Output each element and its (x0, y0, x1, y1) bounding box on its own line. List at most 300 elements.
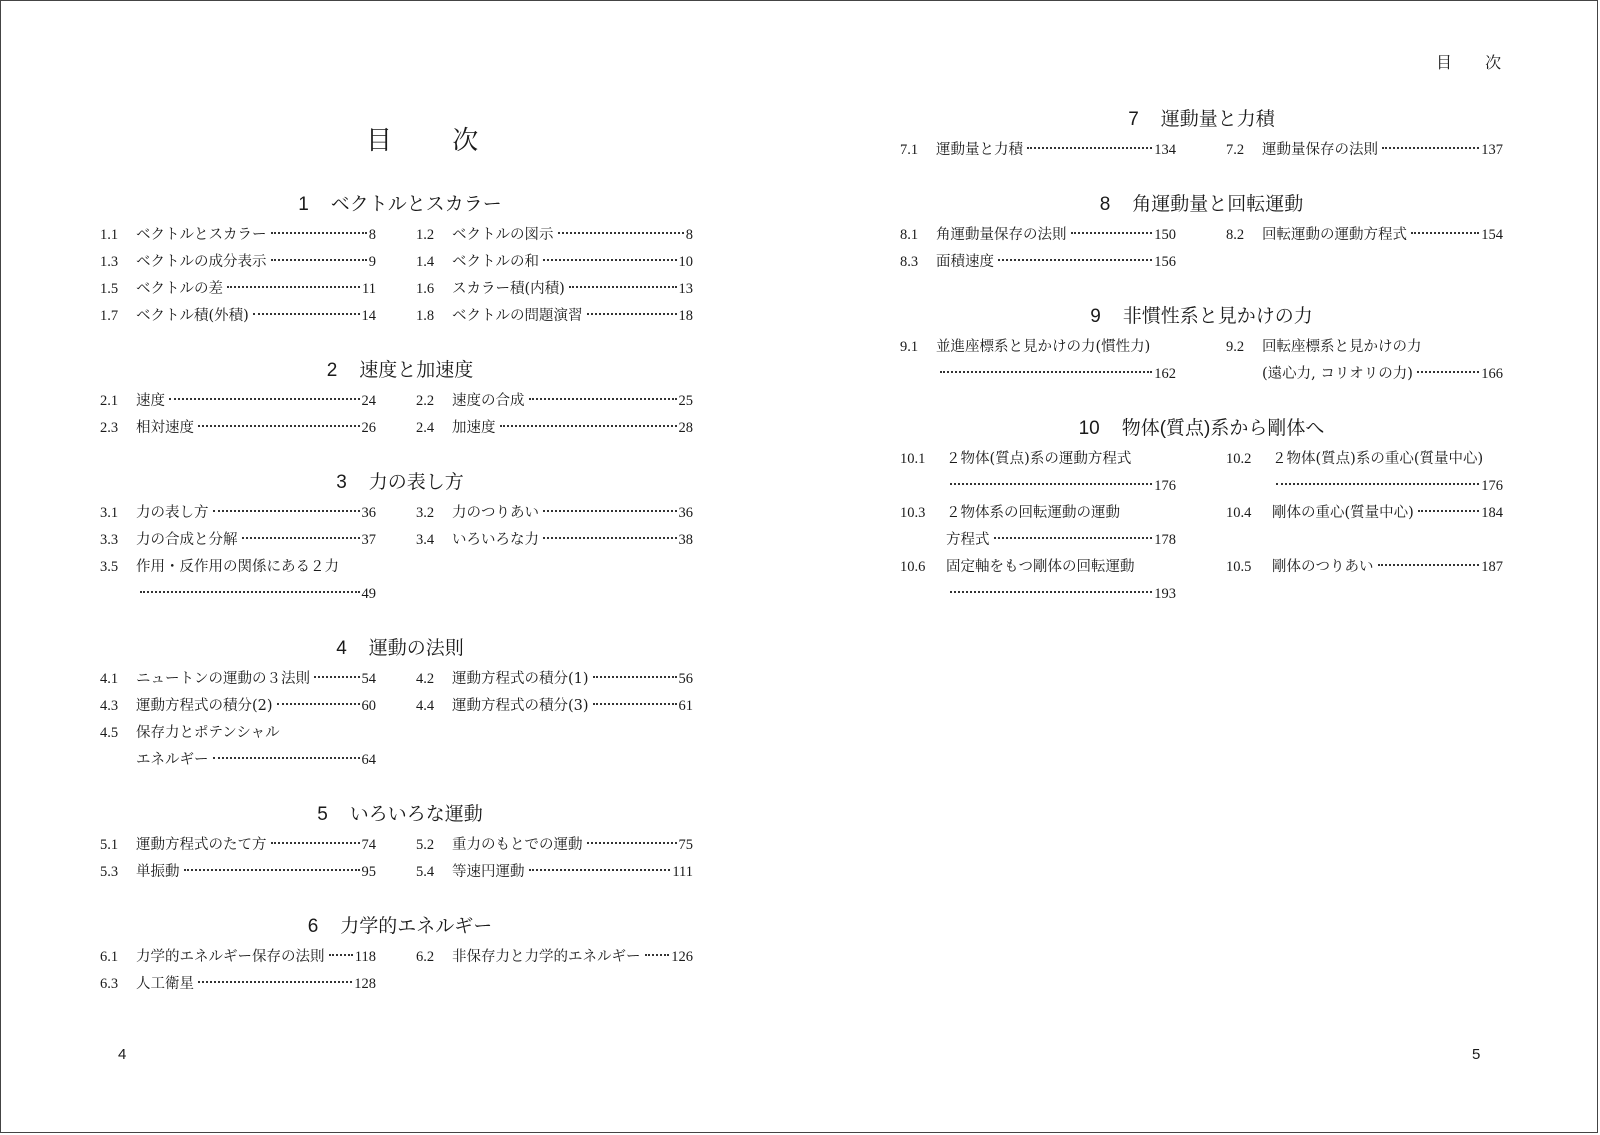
toc-entry[interactable] (416, 388, 693, 415)
section-line (136, 832, 376, 859)
chapter-title: 角運動量と回転運動 (1132, 194, 1304, 215)
section-number: 1.1 (100, 227, 119, 243)
section-title: ニュートンの運動の３法則 (136, 671, 310, 687)
page-ref: 10 (678, 254, 693, 270)
page-title: 目 次 (366, 126, 505, 156)
dot-leader (645, 954, 670, 956)
toc-entry[interactable] (100, 859, 376, 886)
section-number: 5.1 (100, 837, 119, 853)
section-title: ベクトルの成分表示 (136, 254, 267, 270)
page-ref: 37 (361, 532, 376, 548)
toc-entry[interactable] (100, 832, 376, 859)
section-number: 8.2 (1226, 227, 1245, 243)
chapter-9 (900, 300, 1503, 388)
chapter-title: 力学的エネルギー (340, 916, 493, 937)
toc-entry[interactable] (416, 222, 693, 249)
section-title: 運動方程式の積分(2) (136, 698, 273, 714)
section-number: 10.1 (900, 451, 926, 467)
page-ref: 28 (678, 420, 693, 436)
chapter-6 (100, 910, 700, 998)
column-gap (376, 388, 416, 389)
dot-leader (593, 703, 677, 705)
column-gap (1176, 334, 1226, 335)
section-grid (900, 446, 1503, 608)
section-number: 5.3 (100, 864, 119, 880)
page-ref: 154 (1481, 227, 1503, 243)
dot-leader (558, 232, 684, 234)
toc-entry[interactable] (1226, 446, 1503, 500)
toc-entry[interactable] (900, 446, 1176, 500)
page-number-left: 4 (118, 1046, 127, 1063)
page-ref: 25 (678, 393, 693, 409)
page-ref: 61 (678, 698, 693, 714)
toc-entry[interactable] (900, 249, 1176, 276)
section-line-2 (936, 361, 1176, 388)
toc-entry[interactable] (416, 859, 693, 886)
column-gap (376, 527, 416, 528)
dot-leader (543, 259, 677, 261)
dot-leader (277, 703, 360, 705)
toc-entry[interactable] (100, 303, 376, 330)
section-number: 10.2 (1226, 451, 1252, 467)
section-line (452, 303, 693, 330)
section-title: 運動方程式の積分(1) (452, 671, 589, 687)
page-ref: 128 (354, 976, 376, 992)
page-ref: 166 (1481, 366, 1503, 382)
column-gap (376, 276, 416, 277)
chapter-number: 9 (1090, 306, 1101, 327)
page-ref: 187 (1481, 559, 1503, 575)
section-line (452, 832, 693, 859)
section-title: 重力のもとでの運動 (452, 837, 583, 853)
chapter-number: 3 (336, 472, 347, 493)
section-line (452, 249, 693, 276)
chapter-title: いろいろな運動 (349, 804, 483, 825)
column-gap (376, 859, 416, 860)
section-title: 力の表し方 (136, 505, 209, 521)
section-grid (900, 334, 1503, 388)
chapter-heading (900, 188, 1503, 222)
section-title: 回転運動の運動方程式 (1262, 227, 1407, 243)
section-grid (900, 222, 1503, 276)
section-line (452, 693, 693, 720)
section-line (136, 971, 376, 998)
section-line (936, 249, 1176, 276)
chapter-number: 10 (1078, 418, 1100, 439)
chapter-number: 1 (298, 194, 309, 215)
page-ref: 36 (678, 505, 693, 521)
section-title: ベクトルの問題演習 (452, 308, 583, 324)
toc-entry[interactable] (416, 666, 693, 693)
dot-leader (140, 591, 360, 593)
toc-entry[interactable] (900, 554, 1176, 608)
column-gap (376, 249, 416, 250)
dot-leader (213, 757, 360, 759)
section-line (136, 222, 376, 249)
dot-leader (329, 954, 353, 956)
toc-entry[interactable] (416, 832, 693, 859)
chapter-heading (100, 632, 700, 666)
page-ref: 8 (368, 227, 376, 243)
column-gap (376, 720, 416, 721)
chapter-10 (900, 412, 1503, 608)
dot-leader (271, 842, 360, 844)
section-number: 1.7 (100, 308, 119, 324)
toc-entry[interactable] (100, 666, 376, 693)
toc-entry[interactable] (1226, 334, 1503, 388)
section-number: 10.5 (1226, 559, 1252, 575)
chapter-number: 7 (1128, 109, 1139, 130)
section-number: 2.2 (416, 393, 435, 409)
section-title: ベクトルとスカラー (136, 227, 267, 243)
section-line (452, 944, 693, 971)
page-number-right: 5 (1472, 1046, 1481, 1063)
section-number: 1.5 (100, 281, 119, 297)
chapter-title: ベクトルとスカラー (330, 194, 502, 215)
running-head: 目 次 (1436, 53, 1516, 72)
section-number: 3.5 (100, 559, 119, 575)
chapter-5 (100, 798, 700, 886)
column-gap (1176, 554, 1226, 555)
section-number: 2.4 (416, 420, 435, 436)
dot-leader (543, 537, 677, 539)
section-number: 10.4 (1226, 505, 1252, 521)
chapter-1 (100, 188, 700, 330)
section-line (452, 500, 693, 527)
column-gap (376, 666, 416, 667)
toc-entry[interactable] (100, 415, 376, 442)
section-line-2 (1262, 361, 1503, 388)
dot-leader (1411, 232, 1479, 234)
section-title: 相対速度 (136, 420, 194, 436)
section-number: 2.1 (100, 393, 119, 409)
dot-leader (1027, 147, 1152, 149)
section-title: ２物体系の回転運動の運動 (946, 505, 1120, 521)
page-ref: 49 (361, 586, 376, 602)
chapter-heading (100, 188, 700, 222)
toc-entry[interactable] (900, 334, 1176, 388)
section-number: 4.3 (100, 698, 119, 714)
page-ref: 162 (1154, 366, 1176, 382)
toc-entry[interactable] (100, 944, 376, 971)
toc-left-column (100, 188, 700, 1022)
section-title: 単振動 (136, 864, 180, 880)
page-ref: 150 (1154, 227, 1176, 243)
dot-leader (587, 313, 677, 315)
section-title: ２物体(質点)系の重心(質量中心) (1272, 451, 1484, 467)
toc-entry[interactable] (100, 222, 376, 249)
chapter-heading (900, 412, 1503, 446)
section-title: ベクトル積(外積) (136, 308, 249, 324)
dot-leader (529, 869, 671, 871)
section-number: 3.4 (416, 532, 435, 548)
section-line (136, 276, 376, 303)
dot-leader (994, 537, 1153, 539)
toc-entry[interactable] (100, 276, 376, 303)
section-line (452, 859, 693, 886)
section-number: 4.5 (100, 725, 119, 741)
page-ref: 111 (672, 864, 693, 880)
column-gap (376, 971, 416, 972)
dot-leader (500, 425, 677, 427)
column-gap (1176, 222, 1226, 223)
section-line (1262, 137, 1503, 164)
section-grid (100, 666, 700, 774)
section-number: 7.2 (1226, 142, 1245, 158)
section-line (452, 527, 693, 554)
chapter-heading (100, 910, 700, 944)
toc-entry[interactable] (1226, 222, 1503, 249)
section-number: 8.1 (900, 227, 919, 243)
page-ref: 118 (354, 949, 376, 965)
toc-entry[interactable] (100, 388, 376, 415)
dot-leader (1378, 564, 1480, 566)
chapter-2 (100, 354, 700, 442)
section-line-2 (946, 581, 1176, 608)
toc-entry[interactable] (900, 137, 1176, 164)
section-number: 1.8 (416, 308, 435, 324)
page-ref: 137 (1481, 142, 1503, 158)
toc-entry[interactable] (416, 303, 693, 330)
section-grid (100, 832, 700, 886)
section-grid (100, 222, 700, 330)
chapter-number: 4 (336, 638, 347, 659)
page-ref: 18 (678, 308, 693, 324)
section-line (1272, 500, 1503, 527)
page-ref: 11 (362, 281, 376, 297)
toc-entry[interactable] (100, 971, 376, 998)
section-title: 加速度 (452, 420, 496, 436)
toc-entry[interactable] (900, 500, 1176, 554)
section-number: 3.1 (100, 505, 119, 521)
page-ref: 74 (361, 837, 376, 853)
column-gap (376, 415, 416, 416)
section-line (136, 666, 376, 693)
dot-leader (198, 425, 360, 427)
page-ref: 176 (1154, 478, 1176, 494)
chapter-title: 力の表し方 (368, 472, 464, 493)
toc-entry[interactable] (1226, 500, 1503, 554)
dot-leader (253, 313, 360, 315)
toc-entry[interactable] (100, 693, 376, 720)
section-title: ２物体(質点)系の運動方程式 (946, 451, 1132, 467)
section-line (1262, 222, 1503, 249)
section-number: 10.3 (900, 505, 926, 521)
dot-leader (593, 676, 677, 678)
column-gap (1176, 137, 1226, 138)
chapter-3 (100, 466, 700, 608)
toc-entry[interactable] (1226, 554, 1503, 608)
dot-leader (950, 591, 1152, 593)
section-number: 1.4 (416, 254, 435, 270)
page-ref: 8 (685, 227, 693, 243)
section-title: 人工衛星 (136, 976, 194, 992)
toc-entry[interactable] (416, 944, 693, 971)
section-title: ベクトルの図示 (452, 227, 554, 243)
chapter-title: 運動量と力積 (1160, 109, 1275, 130)
toc-entry[interactable] (100, 554, 376, 608)
section-line (136, 500, 376, 527)
section-number: 9.1 (900, 339, 919, 355)
toc-entry[interactable] (416, 249, 693, 276)
dot-leader (529, 398, 677, 400)
section-number: 8.3 (900, 254, 919, 270)
chapter-number: 6 (307, 916, 319, 937)
section-title: 保存力とポテンシャル (136, 725, 280, 741)
page-ref: 13 (678, 281, 693, 297)
chapter-number: 2 (326, 360, 338, 381)
chapter-heading (100, 798, 700, 832)
section-title: 運動量保存の法則 (1262, 142, 1378, 158)
section-number: 9.2 (1226, 339, 1245, 355)
section-line (136, 944, 376, 971)
toc-entry[interactable] (100, 720, 376, 774)
dot-leader (271, 259, 367, 261)
section-number: 1.6 (416, 281, 435, 297)
section-line (136, 303, 376, 330)
column-gap (376, 944, 416, 945)
page-ref: 14 (361, 308, 376, 324)
toc-entry[interactable] (100, 500, 376, 527)
section-number: 4.2 (416, 671, 435, 687)
section-number: 7.1 (900, 142, 919, 158)
dot-leader (169, 398, 360, 400)
dot-leader (998, 259, 1152, 261)
chapter-heading (100, 466, 700, 500)
section-line (136, 527, 376, 554)
toc-entry[interactable] (100, 249, 376, 276)
section-title: 面積速度 (936, 254, 994, 270)
section-line-2 (946, 473, 1176, 500)
section-line (452, 276, 693, 303)
section-line (136, 415, 376, 442)
section-title: 作用・反作用の関係にある２力 (136, 559, 339, 575)
page-ref: 26 (361, 420, 376, 436)
section-number: 3.2 (416, 505, 435, 521)
page-ref: 95 (361, 864, 376, 880)
dot-leader (184, 869, 360, 871)
section-title: 力の合成と分解 (136, 532, 238, 548)
section-number: 1.3 (100, 254, 119, 270)
section-title: 速度の合成 (452, 393, 525, 409)
column-gap (376, 832, 416, 833)
column-gap (376, 693, 416, 694)
section-number: 4.1 (100, 671, 119, 687)
page-ref: 184 (1481, 505, 1503, 521)
chapter-heading (100, 354, 700, 388)
section-title-cont: (遠心力, コリオリの力) (1262, 366, 1413, 382)
toc-entry[interactable] (416, 527, 693, 554)
dot-leader (587, 842, 677, 844)
page-ref: 193 (1154, 586, 1176, 602)
toc-entry[interactable] (900, 222, 1176, 249)
dot-leader (242, 537, 360, 539)
section-title: 運動方程式の積分(3) (452, 698, 589, 714)
section-line (452, 388, 693, 415)
section-title: ベクトルの差 (136, 281, 223, 297)
page-ref: 75 (678, 837, 693, 853)
toc-right-column (900, 103, 1503, 632)
page-ref: 38 (678, 532, 693, 548)
toc-entry[interactable] (416, 500, 693, 527)
column-gap (376, 222, 416, 223)
column-gap (1176, 500, 1226, 501)
section-grid (100, 944, 700, 998)
toc-entry[interactable] (416, 693, 693, 720)
dot-leader (213, 510, 360, 512)
section-number: 2.3 (100, 420, 119, 436)
section-title: 剛体のつりあい (1272, 559, 1374, 575)
chapter-title: 非慣性系と見かけの力 (1122, 306, 1313, 327)
dot-leader (950, 483, 1152, 485)
section-title: いろいろな力 (452, 532, 539, 548)
section-number: 5.4 (416, 864, 435, 880)
section-title: 並進座標系と見かけの力(慣性力) (936, 339, 1151, 355)
section-line (1272, 554, 1503, 581)
dot-leader (940, 371, 1152, 373)
dot-leader (1418, 510, 1479, 512)
chapter-8 (900, 188, 1503, 276)
toc-entry[interactable] (416, 276, 693, 303)
section-title: 等速円運動 (452, 864, 525, 880)
section-title: 力のつりあい (452, 505, 539, 521)
section-title: 非保存力と力学的エネルギー (452, 949, 641, 965)
chapter-number: 5 (317, 804, 328, 825)
page-ref: 126 (671, 949, 693, 965)
section-title: 固定軸をもつ剛体の回転運動 (946, 559, 1135, 575)
toc-entry[interactable] (1226, 137, 1503, 164)
section-number: 4.4 (416, 698, 435, 714)
page-ref: 54 (361, 671, 376, 687)
section-line (452, 415, 693, 442)
section-line (136, 693, 376, 720)
page-ref: 178 (1154, 532, 1176, 548)
chapter-heading (900, 103, 1503, 137)
page-ref: 56 (678, 671, 693, 687)
section-title: ベクトルの和 (452, 254, 539, 270)
dot-leader (227, 286, 360, 288)
section-line-2 (136, 581, 376, 608)
section-number: 5.2 (416, 837, 435, 853)
dot-leader (198, 981, 352, 983)
column-gap (376, 500, 416, 501)
section-title: 速度 (136, 393, 165, 409)
section-line (936, 137, 1176, 164)
dot-leader (1417, 371, 1479, 373)
page-ref: 176 (1481, 478, 1503, 494)
toc-entry[interactable] (100, 527, 376, 554)
column-gap (1176, 249, 1226, 250)
column-gap (376, 554, 416, 555)
dot-leader (569, 286, 677, 288)
section-line (936, 222, 1176, 249)
section-title: 運動量と力積 (936, 142, 1023, 158)
section-grid (100, 388, 700, 442)
page-ref: 134 (1154, 142, 1176, 158)
section-title: 角運動量保存の法則 (936, 227, 1067, 243)
chapter-4 (100, 632, 700, 774)
section-number: 6.3 (100, 976, 119, 992)
section-grid (900, 137, 1503, 164)
section-title: 回転座標系と見かけの力 (1262, 339, 1422, 355)
section-title: スカラー積(内積) (452, 281, 565, 297)
toc-entry[interactable] (416, 415, 693, 442)
section-number: 10.6 (900, 559, 926, 575)
dot-leader (314, 676, 360, 678)
section-title-cont: エネルギー (136, 752, 209, 768)
dot-leader (543, 510, 677, 512)
section-line (452, 666, 693, 693)
